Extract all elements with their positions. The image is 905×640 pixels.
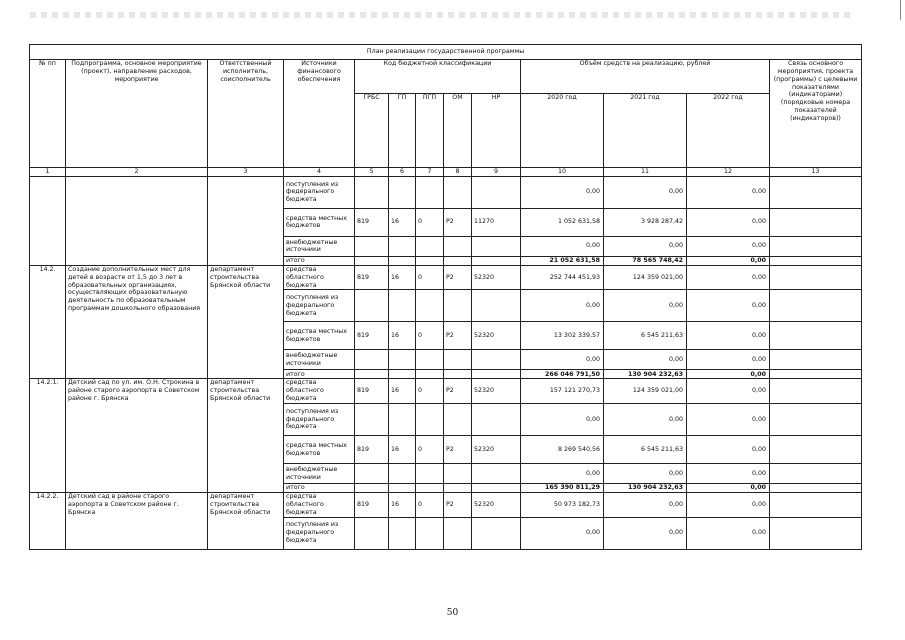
column-number: 2: [66, 168, 208, 177]
value-2021-cell: 0,00: [604, 236, 687, 256]
item-responsible-continued: [208, 176, 284, 265]
nr-cell: [472, 464, 521, 484]
value-2022-cell: 0,00: [687, 517, 770, 549]
nr-cell: 52320: [472, 265, 521, 290]
nr-cell: [472, 176, 521, 208]
grbs-cell: 819: [355, 436, 389, 464]
grbs-cell: [355, 464, 389, 484]
value-2020-cell: 266 046 791,50: [521, 370, 604, 379]
om-cell: [444, 176, 472, 208]
pgp-cell: 0: [416, 436, 444, 464]
table-row: [30, 379, 862, 404]
indicator-link-cell: [770, 484, 862, 493]
item-name: Детский сад в районе старого аэропорта в Советском районе г. Брянска: [66, 493, 208, 550]
gp-cell: 16: [389, 379, 416, 404]
column-number: 13: [770, 168, 862, 177]
gp-cell: [389, 404, 416, 436]
column-number: 11: [604, 168, 687, 177]
value-2022-cell: 0,00: [687, 290, 770, 322]
header-2022: 2022 год: [687, 94, 770, 168]
header-budget-code: Код бюджетной классификации: [355, 60, 521, 94]
nr-cell: 11270: [472, 208, 521, 236]
pgp-cell: 0: [416, 322, 444, 350]
grbs-cell: [355, 256, 389, 265]
value-2021-cell: 3 928 287,42: [604, 208, 687, 236]
item-number: 14.2.1.: [30, 379, 66, 493]
indicator-link-cell: [770, 322, 862, 350]
value-2020-cell: 8 269 540,56: [521, 436, 604, 464]
item-number-continued: [30, 176, 66, 265]
header-sources: Источники финансового обеспечения: [284, 60, 355, 168]
value-2021-cell: 0,00: [604, 464, 687, 484]
value-2022-cell: 0,00: [687, 404, 770, 436]
om-cell: [444, 290, 472, 322]
om-cell: P2: [444, 265, 472, 290]
source-cell: поступления из федерального бюджета: [284, 404, 355, 436]
value-2022-cell: 0,00: [687, 370, 770, 379]
value-2020-cell: 1 052 631,58: [521, 208, 604, 236]
value-2022-cell: 0,00: [687, 208, 770, 236]
grbs-cell: [355, 370, 389, 379]
indicator-link-cell: [770, 256, 862, 265]
grbs-cell: [355, 176, 389, 208]
scan-noise-top: [30, 12, 850, 18]
pgp-cell: [416, 176, 444, 208]
column-number: 4: [284, 168, 355, 177]
indicator-link-cell: [770, 404, 862, 436]
item-responsible: департамент строительства Брянской области: [208, 379, 284, 493]
value-2021-cell: 124 359 021,00: [604, 265, 687, 290]
pgp-cell: 0: [416, 379, 444, 404]
value-2021-cell: 78 565 748,42: [604, 256, 687, 265]
header-num: № пп: [30, 60, 66, 168]
header-2021: 2021 год: [604, 94, 687, 168]
grbs-cell: 819: [355, 379, 389, 404]
gp-cell: [389, 236, 416, 256]
value-2021-cell: 0,00: [604, 404, 687, 436]
item-name: Детский сад по ул. им. О.Н. Строкина в районе старого аэропорта в Советском районе г. Брянска: [66, 379, 208, 493]
pgp-cell: 0: [416, 208, 444, 236]
nr-cell: [472, 370, 521, 379]
gp-cell: [389, 256, 416, 265]
program-plan-table: [29, 44, 862, 550]
source-cell: средства местных бюджетов: [284, 436, 355, 464]
table-row: [30, 176, 862, 208]
gp-cell: 16: [389, 265, 416, 290]
value-2022-cell: 0,00: [687, 350, 770, 370]
value-2020-cell: 0,00: [521, 350, 604, 370]
indicator-link-cell: [770, 236, 862, 256]
scan-edge-mark: [900, 0, 901, 20]
header-nr: НР: [472, 94, 521, 168]
source-cell: итого: [284, 370, 355, 379]
pgp-cell: [416, 350, 444, 370]
header-om: ОМ: [444, 94, 472, 168]
source-cell: средства местных бюджетов: [284, 208, 355, 236]
value-2022-cell: 0,00: [687, 322, 770, 350]
source-cell: итого: [284, 484, 355, 493]
value-2021-cell: 6 545 211,63: [604, 322, 687, 350]
grbs-cell: [355, 517, 389, 549]
column-number: 1: [30, 168, 66, 177]
column-number: 10: [521, 168, 604, 177]
om-cell: P2: [444, 322, 472, 350]
indicator-link-cell: [770, 370, 862, 379]
column-number: 8: [444, 168, 472, 177]
header-responsible: Ответственный исполнитель, соисполнитель: [208, 60, 284, 168]
header-pgp: ПГП: [416, 94, 444, 168]
nr-cell: [472, 350, 521, 370]
grbs-cell: [355, 350, 389, 370]
pgp-cell: [416, 236, 444, 256]
om-cell: [444, 404, 472, 436]
gp-cell: 16: [389, 493, 416, 518]
source-cell: поступления из федерального бюджета: [284, 517, 355, 549]
gp-cell: [389, 484, 416, 493]
nr-cell: [472, 484, 521, 493]
source-cell: средства областного бюджета: [284, 265, 355, 290]
value-2020-cell: 0,00: [521, 517, 604, 549]
header-grbs: ГРБС: [355, 94, 389, 168]
pgp-cell: [416, 484, 444, 493]
value-2022-cell: 0,00: [687, 176, 770, 208]
column-number: 12: [687, 168, 770, 177]
grbs-cell: [355, 290, 389, 322]
indicator-link-cell: [770, 436, 862, 464]
nr-cell: [472, 517, 521, 549]
column-number-row: [30, 168, 862, 177]
source-cell: средства областного бюджета: [284, 379, 355, 404]
pgp-cell: [416, 256, 444, 265]
source-cell: средства областного бюджета: [284, 493, 355, 518]
column-number: 3: [208, 168, 284, 177]
nr-cell: 52320: [472, 379, 521, 404]
value-2021-cell: 0,00: [604, 517, 687, 549]
value-2020-cell: 0,00: [521, 464, 604, 484]
grbs-cell: [355, 236, 389, 256]
value-2020-cell: 21 052 631,58: [521, 256, 604, 265]
source-cell: поступления из федерального бюджета: [284, 290, 355, 322]
value-2021-cell: 130 904 232,63: [604, 484, 687, 493]
indicator-link-cell: [770, 265, 862, 290]
om-cell: [444, 350, 472, 370]
grbs-cell: [355, 484, 389, 493]
nr-cell: [472, 290, 521, 322]
grbs-cell: 819: [355, 493, 389, 518]
nr-cell: 52320: [472, 436, 521, 464]
gp-cell: [389, 517, 416, 549]
value-2021-cell: 124 359 021,00: [604, 379, 687, 404]
value-2022-cell: 0,00: [687, 436, 770, 464]
value-2020-cell: 13 302 339,57: [521, 322, 604, 350]
value-2020-cell: 0,00: [521, 404, 604, 436]
nr-cell: [472, 236, 521, 256]
value-2021-cell: 130 904 232,63: [604, 370, 687, 379]
indicator-link-cell: [770, 464, 862, 484]
om-cell: [444, 484, 472, 493]
grbs-cell: 819: [355, 208, 389, 236]
gp-cell: [389, 176, 416, 208]
column-number: 7: [416, 168, 444, 177]
item-responsible: департамент строительства Брянской области: [208, 265, 284, 379]
indicator-link-cell: [770, 379, 862, 404]
source-cell: средства местных бюджетов: [284, 322, 355, 350]
value-2022-cell: 0,00: [687, 493, 770, 518]
value-2022-cell: 0,00: [687, 265, 770, 290]
header-program: Подпрограмма, основное мероприятие (проект), направление расходов, мероприятие: [66, 60, 208, 168]
value-2022-cell: 0,00: [687, 256, 770, 265]
indicator-link-cell: [770, 290, 862, 322]
pgp-cell: 0: [416, 265, 444, 290]
value-2020-cell: 0,00: [521, 290, 604, 322]
value-2020-cell: 0,00: [521, 236, 604, 256]
om-cell: P2: [444, 436, 472, 464]
value-2021-cell: 6 545 211,63: [604, 436, 687, 464]
pgp-cell: [416, 404, 444, 436]
header-2020: 2020 год: [521, 94, 604, 168]
grbs-cell: 819: [355, 322, 389, 350]
value-2021-cell: 0,00: [604, 493, 687, 518]
header-volume: Объём средств на реализацию, рублей: [521, 60, 770, 94]
pgp-cell: [416, 370, 444, 379]
gp-cell: 16: [389, 322, 416, 350]
gp-cell: [389, 350, 416, 370]
pgp-cell: [416, 290, 444, 322]
value-2022-cell: 0,00: [687, 379, 770, 404]
om-cell: [444, 517, 472, 549]
value-2021-cell: 0,00: [604, 290, 687, 322]
source-cell: внебюджетные источники: [284, 464, 355, 484]
value-2020-cell: 252 744 451,93: [521, 265, 604, 290]
value-2021-cell: 0,00: [604, 176, 687, 208]
value-2022-cell: 0,00: [687, 236, 770, 256]
source-cell: поступления из федерального бюджета: [284, 176, 355, 208]
grbs-cell: 819: [355, 265, 389, 290]
table-row: [30, 265, 862, 290]
om-cell: [444, 236, 472, 256]
nr-cell: [472, 256, 521, 265]
pgp-cell: [416, 464, 444, 484]
header-gp: ГП: [389, 94, 416, 168]
gp-cell: 16: [389, 436, 416, 464]
nr-cell: [472, 404, 521, 436]
om-cell: [444, 370, 472, 379]
gp-cell: 16: [389, 208, 416, 236]
source-cell: итого: [284, 256, 355, 265]
pgp-cell: 0: [416, 493, 444, 518]
table-title: План реализации государственной программы: [30, 45, 862, 60]
indicator-link-cell: [770, 517, 862, 549]
indicator-link-cell: [770, 493, 862, 518]
grbs-cell: [355, 404, 389, 436]
value-2022-cell: 0,00: [687, 464, 770, 484]
header-link: Связь основного мероприятия, проекта (программы) с целевыми показателями (индикаторами) (порядковые номера показателей (индикаторов)): [770, 60, 862, 168]
value-2021-cell: 0,00: [604, 350, 687, 370]
om-cell: P2: [444, 379, 472, 404]
indicator-link-cell: [770, 350, 862, 370]
item-name: Создание дополнительных мест для детей в возрасте от 1,5 до 3 лет в образовательных организациях, осуществляющих образовательную деятельность по образовательным программам дошкольного образования: [66, 265, 208, 379]
om-cell: P2: [444, 493, 472, 518]
om-cell: P2: [444, 208, 472, 236]
item-responsible: департамент строительства Брянской области: [208, 493, 284, 550]
om-cell: [444, 464, 472, 484]
value-2020-cell: 157 121 270,73: [521, 379, 604, 404]
nr-cell: 52320: [472, 493, 521, 518]
indicator-link-cell: [770, 208, 862, 236]
column-number: 5: [355, 168, 389, 177]
value-2022-cell: 0,00: [687, 484, 770, 493]
source-cell: внебюджетные источники: [284, 350, 355, 370]
value-2020-cell: 0,00: [521, 176, 604, 208]
column-number: 9: [472, 168, 521, 177]
page-number: 50: [446, 608, 459, 618]
column-number: 6: [389, 168, 416, 177]
table-row: [30, 493, 862, 518]
item-name-continued: [66, 176, 208, 265]
om-cell: [444, 256, 472, 265]
item-number: 14.2.2.: [30, 493, 66, 550]
pgp-cell: [416, 517, 444, 549]
indicator-link-cell: [770, 176, 862, 208]
gp-cell: [389, 370, 416, 379]
item-number: 14.2.: [30, 265, 66, 379]
nr-cell: 52320: [472, 322, 521, 350]
value-2020-cell: 50 973 182,73: [521, 493, 604, 518]
source-cell: внебюджетные источники: [284, 236, 355, 256]
gp-cell: [389, 464, 416, 484]
value-2020-cell: 165 390 811,29: [521, 484, 604, 493]
gp-cell: [389, 290, 416, 322]
